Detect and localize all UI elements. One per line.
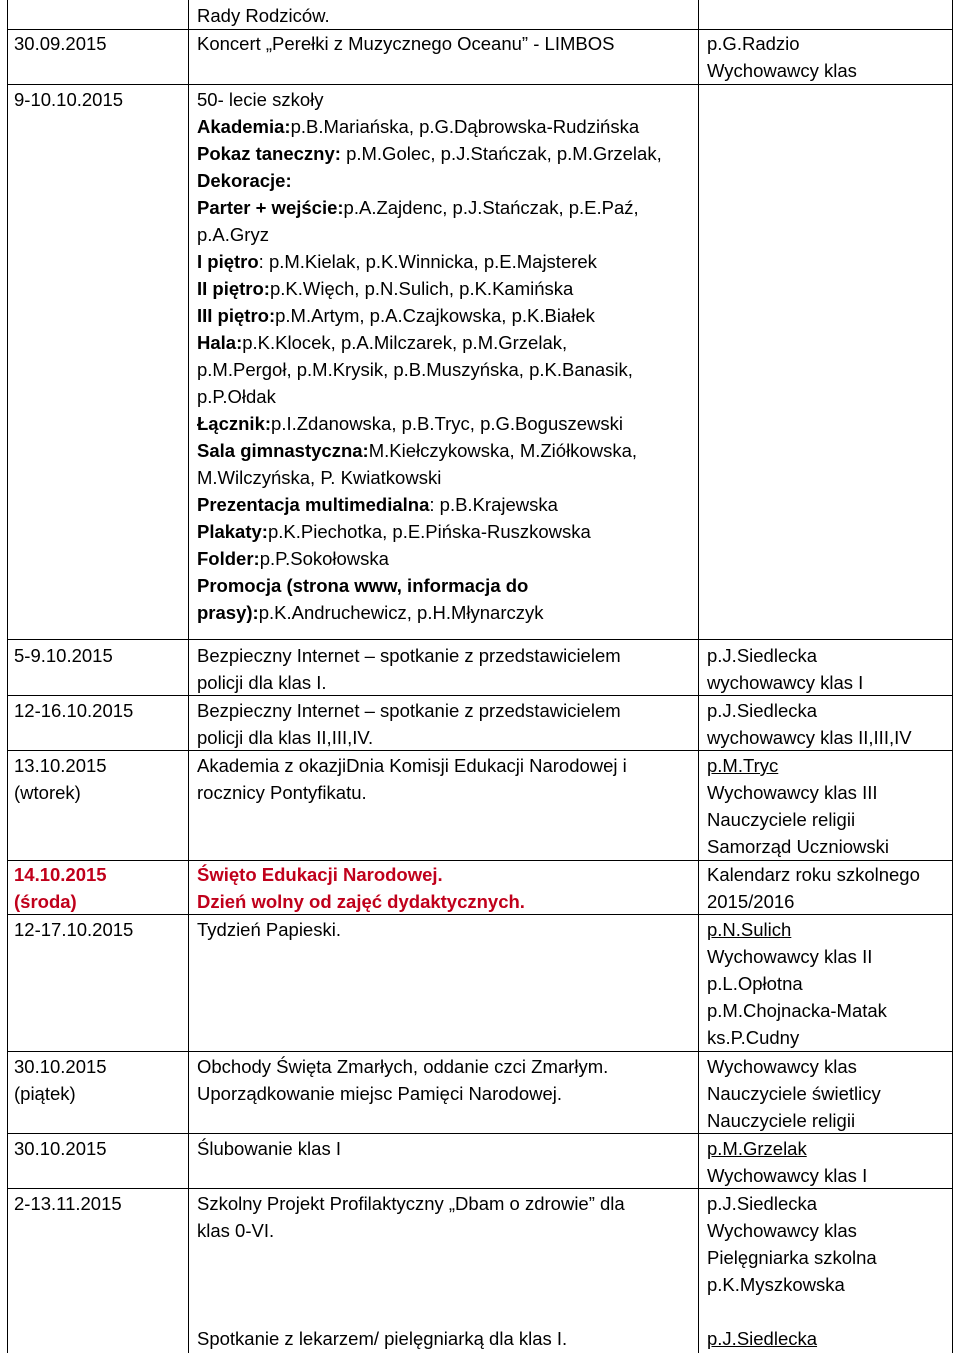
responsible-person: p.M.Chojnacka-Matak <box>707 1000 887 1021</box>
assignment-line <box>197 329 567 356</box>
assignment-people: p.K.Piechotka, p.E.Pińska-Ruszkowska <box>267 521 591 542</box>
assignment-people: p.K.Więch, p.N.Sulich, p.K.Kamińska <box>269 278 574 299</box>
responsible-person: Nauczyciele religii <box>707 1110 856 1131</box>
responsible-person: Wychowawcy klas I <box>707 1165 868 1186</box>
event-text: Obchody Święta Zmarłych, oddanie czci Zmarłym. <box>197 1056 609 1077</box>
assignment-people: p.B.Mariańska, p.G.Dąbrowska-Rudzińska <box>290 116 640 137</box>
assignment-people: p.K.Klocek, p.A.Milczarek, p.M.Grzelak, <box>242 332 568 353</box>
assignment-heading: Prezentacja multimedialna <box>197 494 430 515</box>
event-weekday: (wtorek) <box>14 782 81 803</box>
assignment-line <box>197 410 623 437</box>
responsible-person: 2015/2016 <box>707 891 795 912</box>
responsible-person: p.M.Tryc <box>707 755 779 776</box>
responsible-person: p.G.Radzio <box>707 33 800 54</box>
responsible-person: Nauczyciele religii <box>707 809 856 830</box>
assignment-line <box>197 140 662 167</box>
responsible-person: p.K.Myszkowska <box>707 1274 845 1295</box>
assignment-line <box>197 275 573 302</box>
column-divider <box>188 0 189 1353</box>
event-text: policji dla klas I. <box>197 672 327 693</box>
assignment-people: p.I.Zdanowska, p.B.Tryc, p.G.Boguszewski <box>271 413 624 434</box>
event-text: Spotkanie z lekarzem/ pielęgniarką dla klas I. <box>197 1328 568 1349</box>
assignment-people: p.M.Golec, p.J.Stańczak, p.M.Grzelak, <box>340 143 662 164</box>
responsible-person: Wychowawcy klas III <box>707 782 878 803</box>
responsible-person: p.N.Sulich <box>707 919 792 940</box>
event-text: klas 0-VI. <box>197 1220 275 1241</box>
event-date: 12-17.10.2015 <box>14 919 134 940</box>
assignment-heading: Akademia: <box>197 116 291 137</box>
event-text: Dzień wolny od zajęć dydaktycznych. <box>197 891 525 912</box>
assignment-heading: Plakaty: <box>197 521 268 542</box>
assignment-line: Promocja (strona www, informacja do <box>197 575 529 596</box>
assignment-line: p.M.Pergoł, p.M.Krysik, p.B.Muszyńska, p.K.Banasik, <box>197 359 633 380</box>
responsible-person: Wychowawcy klas <box>707 1056 857 1077</box>
event-date: 13.10.2015 <box>14 755 107 776</box>
assignment-heading: Pokaz taneczny: <box>197 143 341 164</box>
event-date: 9-10.10.2015 <box>14 89 124 110</box>
responsible-person: p.J.Siedlecka <box>707 700 818 721</box>
event-text: Uporządkowanie miejsc Pamięci Narodowej. <box>197 1083 563 1104</box>
row-divider <box>7 84 953 85</box>
event-text: Bezpieczny Internet – spotkanie z przedstawicielem <box>197 645 621 666</box>
event-date: 30.10.2015 <box>14 1056 107 1077</box>
assignment-heading: III piętro: <box>197 305 276 326</box>
event-text: Akademia z okazjiDnia Komisji Edukacji Narodowej i <box>197 755 627 776</box>
responsible-person: Samorząd Uczniowski <box>707 836 889 857</box>
assignment-line <box>197 545 389 572</box>
assignment-people: p.M.Artym, p.A.Czajkowska, p.K.Białek <box>275 305 595 326</box>
event-text: Rady Rodziców. <box>197 5 330 26</box>
assignment-heading: II piętro: <box>197 278 270 299</box>
assignment-people: p.A.Zajdenc, p.J.Stańczak, p.E.Paź, <box>343 197 639 218</box>
assignment-heading: I piętro <box>197 251 259 272</box>
responsible-person: p.J.Siedlecka <box>707 1328 818 1349</box>
assignment-line <box>197 437 637 464</box>
assignment-line <box>197 194 639 221</box>
event-weekday: (środa) <box>14 891 77 912</box>
column-divider <box>7 0 8 1353</box>
responsible-person: Wychowawcy klas II <box>707 946 873 967</box>
assignment-line: p.P.Ołdak <box>197 386 276 407</box>
responsible-person: p.L.Opłotna <box>707 973 803 994</box>
event-text: Szkolny Projekt Profilaktyczny „Dbam o zdrowie” dla <box>197 1193 625 1214</box>
assignment-heading: Sala gimnastyczna: <box>197 440 369 461</box>
assignment-heading: Parter + wejście: <box>197 197 344 218</box>
event-date: 12-16.10.2015 <box>14 700 134 721</box>
event-text: rocznicy Pontyfikatu. <box>197 782 367 803</box>
assignment-people: p.K.Andruchewicz, p.H.Młynarczyk <box>258 602 544 623</box>
responsible-person: ks.P.Cudny <box>707 1027 800 1048</box>
assignment-heading: Hala: <box>197 332 243 353</box>
responsible-person: Nauczyciele świetlicy <box>707 1083 881 1104</box>
event-text: Święto Edukacji Narodowej. <box>197 864 443 885</box>
row-divider <box>7 1051 953 1052</box>
responsible-person: Wychowawcy klas <box>707 1220 857 1241</box>
event-date: 14.10.2015 <box>14 864 107 885</box>
responsible-person: p.J.Siedlecka <box>707 645 818 666</box>
responsible-person: Kalendarz roku szkolnego <box>707 864 920 885</box>
assignment-line <box>197 599 544 626</box>
assignment-line: M.Wilczyńska, P. Kwiatkowski <box>197 467 442 488</box>
event-date: 2-13.11.2015 <box>14 1193 122 1214</box>
assignment-line <box>197 491 558 518</box>
event-text: 50- lecie szkoły <box>197 89 324 110</box>
row-divider <box>7 639 953 640</box>
assignment-heading: Łącznik: <box>197 413 272 434</box>
responsible-person: wychowawcy klas II,III,IV <box>707 727 912 748</box>
assignment-people: p.P.Sokołowska <box>259 548 389 569</box>
responsible-person: p.M.Grzelak <box>707 1138 807 1159</box>
assignment-line <box>197 113 639 140</box>
assignment-line <box>197 302 595 329</box>
responsible-person: p.J.Siedlecka <box>707 1193 818 1214</box>
event-text: Bezpieczny Internet – spotkanie z przedstawicielem <box>197 700 621 721</box>
assignment-line: p.A.Gryz <box>197 224 269 245</box>
event-text: Koncert „Perełki z Muzycznego Oceanu” - LIMBOS <box>197 33 615 54</box>
assignment-people: M.Kiełczykowska, M.Ziółkowska, <box>368 440 638 461</box>
event-date: 5-9.10.2015 <box>14 645 113 666</box>
event-weekday: (piątek) <box>14 1083 76 1104</box>
event-text: Ślubowanie klas I <box>197 1138 341 1159</box>
assignment-line <box>197 248 597 275</box>
assignment-people: : p.B.Krajewska <box>429 494 558 515</box>
assignment-line <box>197 167 292 194</box>
assignment-heading: Dekoracje: <box>197 170 292 191</box>
responsible-person: Wychowawcy klas <box>707 60 857 81</box>
event-text: Tydzień Papieski. <box>197 919 341 940</box>
responsible-person: Pielęgniarka szkolna <box>707 1247 877 1268</box>
responsible-person: wychowawcy klas I <box>707 672 864 693</box>
column-divider <box>952 0 953 1353</box>
event-text: policji dla klas II,III,IV. <box>197 727 374 748</box>
event-date: 30.09.2015 <box>14 33 107 54</box>
event-date: 30.10.2015 <box>14 1138 107 1159</box>
assignment-heading: prasy): <box>197 602 259 623</box>
assignment-people: : p.M.Kielak, p.K.Winnicka, p.E.Majsterek <box>258 251 597 272</box>
assignment-heading: Folder: <box>197 548 260 569</box>
column-divider <box>698 0 699 1353</box>
assignment-line <box>197 518 591 545</box>
